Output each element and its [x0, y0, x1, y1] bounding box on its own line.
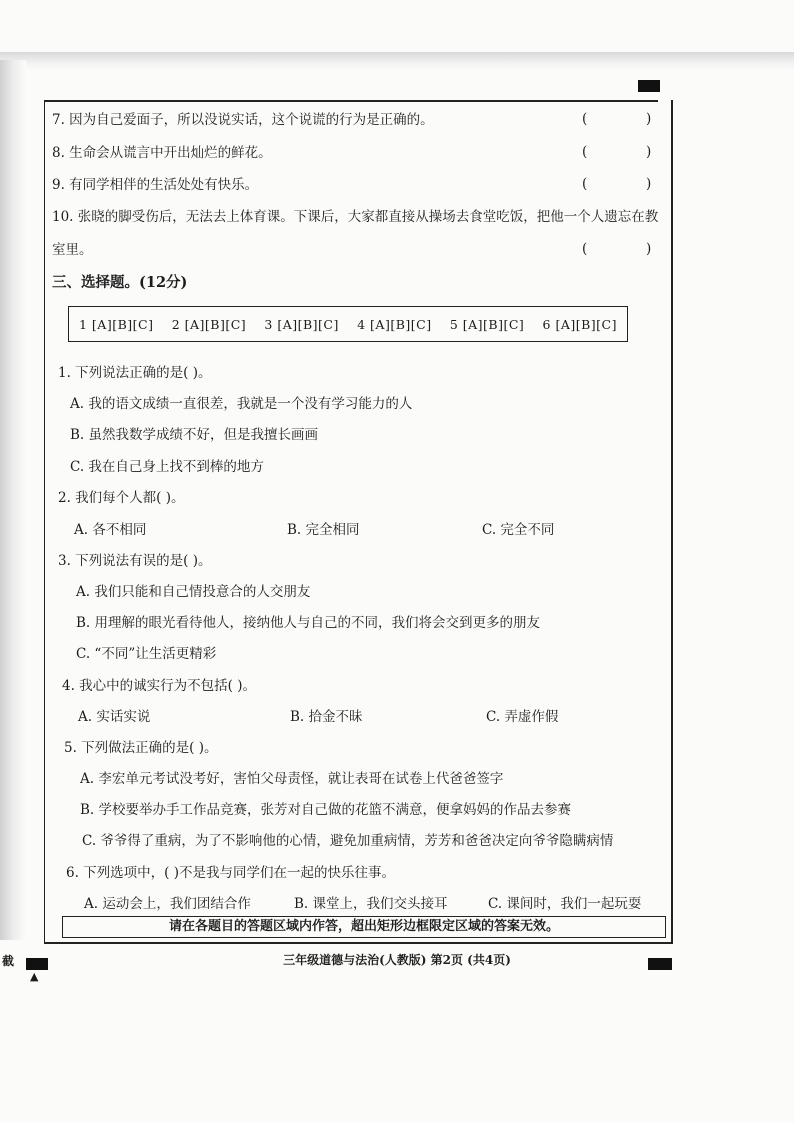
answer-sheet-item[interactable]: 4 [A][B][C] — [357, 316, 432, 332]
answer-sheet-item[interactable]: 2 [A][B][C] — [171, 316, 247, 332]
judgement-paren-open: ( — [582, 176, 588, 192]
question-option: A. 运动会上，我们团结合作 — [84, 896, 251, 912]
answer-sheet-item[interactable]: 6 [A][B][C] — [542, 316, 617, 332]
question-stem: 4. 我心中的诚实行为不包括( )。 — [62, 678, 256, 694]
judgement-paren-close: ) — [646, 241, 652, 257]
judgement-paren-close: ) — [646, 176, 652, 192]
judgement-item-7: 7. 因为自己爱面子，所以没说实话，这个说谎的行为是正确的。 — [52, 112, 434, 128]
question-option: A. 我的语文成绩一直很差，我就是一个没有学习能力的人 — [70, 396, 413, 412]
cut-line-label: 截 — [2, 954, 15, 968]
question-option: B. 拾金不昧 — [290, 709, 363, 725]
question-option: C. 课间时，我们一起玩耍 — [488, 896, 642, 912]
judgement-item-9: 9. 有同学相伴的生活处处有快乐。 — [52, 177, 259, 193]
question-option: A. 李宏单元考试没考好，害怕父母责怪，就让表哥在试卷上代爸爸签字 — [80, 771, 504, 787]
scan-left-edge — [0, 60, 26, 940]
scan-top-shadow — [0, 52, 794, 70]
question-stem: 3. 下列说法有误的是( )。 — [58, 553, 212, 569]
section-title: 三、选择题。(12分) — [52, 274, 188, 291]
page-footer: 三年级道德与法治(人教版) 第2页 (共4页) — [283, 953, 511, 967]
question-option: B. 学校要举办手工作品竞赛，张芳对自己做的花篮不满意，便拿妈妈的作品去参赛 — [80, 802, 572, 818]
question-option: B. 虽然我数学成绩不好，但是我擅长画画 — [70, 427, 319, 443]
question-stem: 5. 下列做法正确的是( )。 — [64, 740, 218, 756]
answer-sheet-item[interactable]: 3 [A][B][C] — [264, 316, 339, 332]
question-option: A. 我们只能和自己情投意合的人交朋友 — [76, 584, 311, 600]
judgement-paren-open: ( — [582, 241, 588, 257]
question-option: C. 弄虚作假 — [486, 709, 559, 725]
triangle-icon: ▲ — [30, 970, 39, 983]
answer-frame-top — [44, 100, 658, 102]
judgement-paren-close: ) — [646, 111, 652, 127]
question-option: B. 课堂上，我们交头接耳 — [294, 896, 448, 912]
question-stem: 6. 下列选项中，( )不是我与同学们在一起的快乐往事。 — [66, 865, 395, 881]
judgement-item-8: 8. 生命会从谎言中开出灿烂的鲜花。 — [52, 145, 272, 161]
judgement-paren-open: ( — [582, 111, 588, 127]
question-option: C. 我在自己身上找不到棒的地方 — [70, 459, 264, 475]
question-option: A. 实话实说 — [78, 709, 151, 725]
question-option: B. 完全相同 — [287, 522, 360, 538]
question-stem: 1. 下列说法正确的是( )。 — [58, 365, 212, 381]
answer-sheet-item[interactable]: 5 [A][B][C] — [449, 316, 525, 332]
question-option: C. 爷爷得了重病，为了不影响他的心情，避免加重病情，芳芳和爸爸决定向爷爷隐瞒病情 — [82, 833, 614, 849]
answer-sheet — [68, 306, 628, 342]
corner-marker-top-right — [638, 80, 660, 92]
judgement-paren-close: ) — [646, 144, 652, 160]
question-option: B. 用理解的眼光看待他人，接纳他人与自己的不同，我们将会交到更多的朋友 — [76, 615, 541, 631]
judgement-item-10: 10. 张晓的脚受伤后，无法去上体育课。下课后，大家都直接从操场去食堂吃饭，把他一个人遗忘在教 — [52, 209, 659, 225]
answer-sheet-item[interactable]: 1 [A][B][C] — [79, 316, 154, 332]
answer-area-notice: 请在各题目的答题区域内作答，超出矩形边框限定区域的答案无效。 — [62, 916, 666, 938]
judgement-paren-open: ( — [582, 144, 588, 160]
question-option: C. “不同”让生活更精彩 — [76, 646, 217, 662]
judgement-item-10-cont: 室里。 — [52, 242, 93, 258]
question-option: A. 各不相同 — [74, 522, 147, 538]
question-option: C. 完全不同 — [482, 522, 555, 538]
question-stem: 2. 我们每个人都( )。 — [58, 490, 185, 506]
